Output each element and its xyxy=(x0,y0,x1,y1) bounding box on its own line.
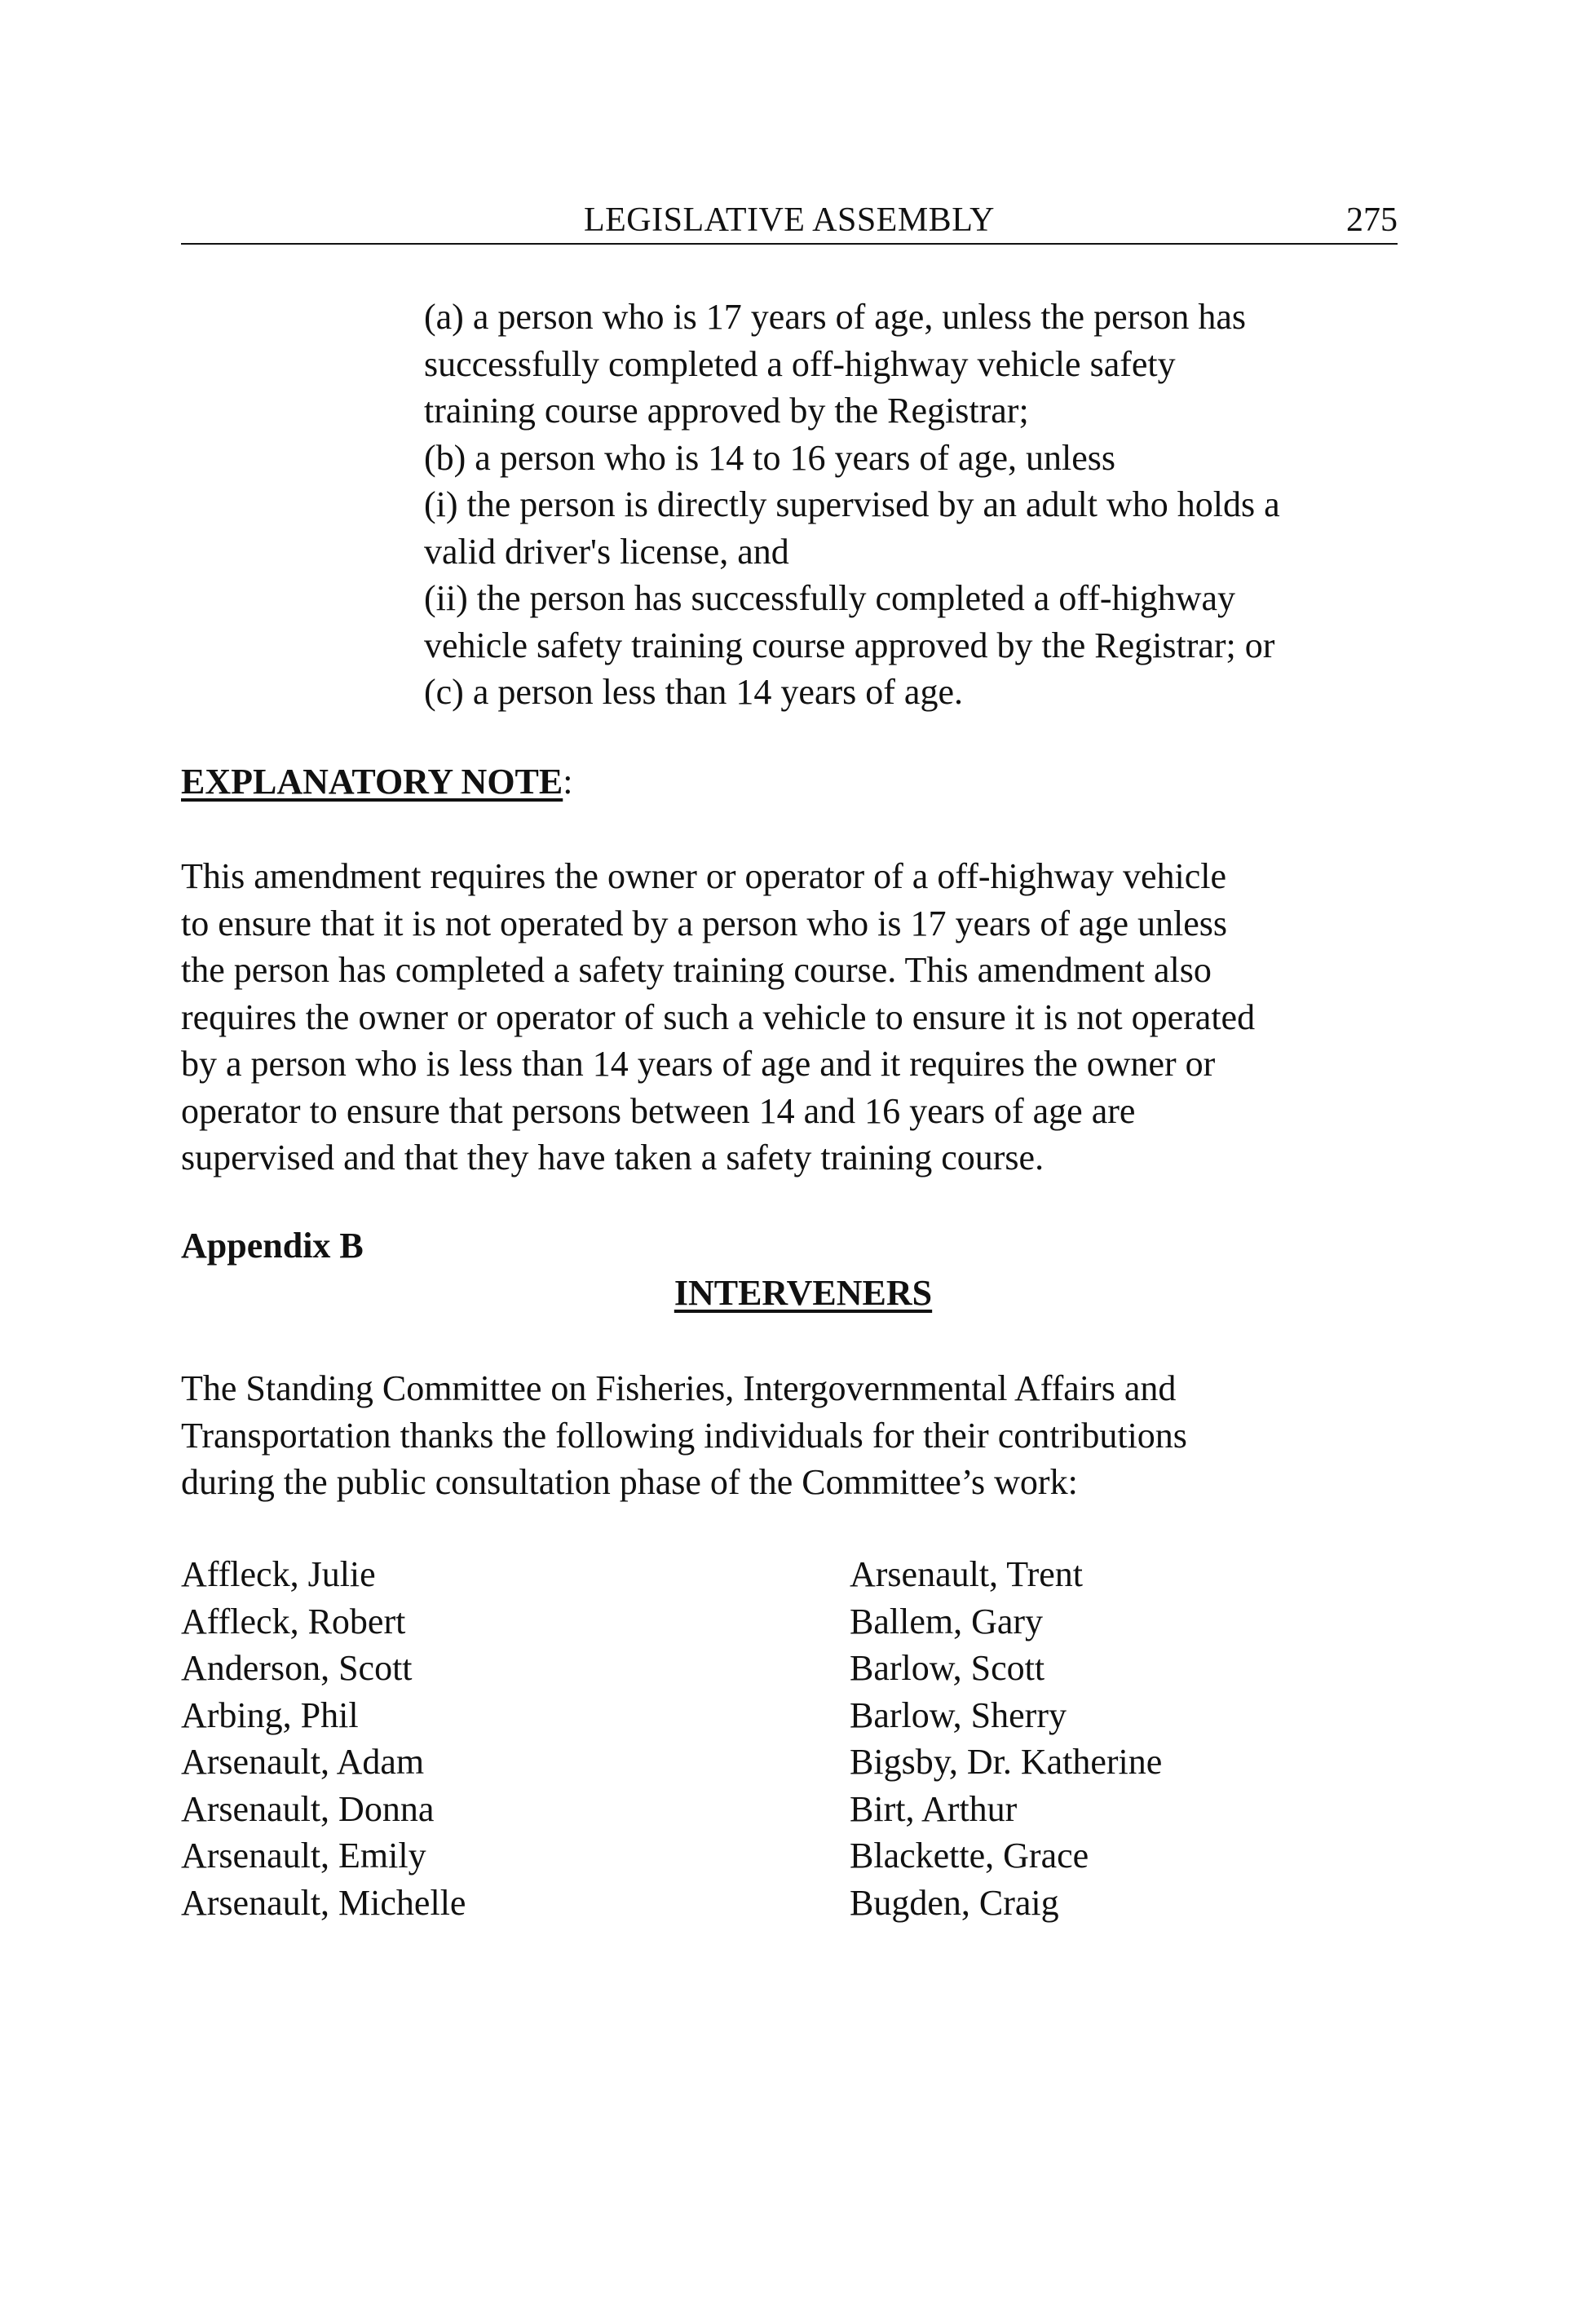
names-column-right xyxy=(850,1551,1162,1926)
interveners-title: INTERVENERS xyxy=(674,1273,933,1313)
amendment-clauses xyxy=(424,294,1402,716)
note-line: the person has completed a safety training course. This amendment also xyxy=(181,950,1212,990)
amendment-line: (ii) the person has successfully completed a off-highway xyxy=(424,578,1236,618)
intervener-name: Barlow, Sherry xyxy=(850,1694,1067,1735)
explanatory-note-heading xyxy=(181,761,573,802)
page-number: 275 xyxy=(1346,201,1398,239)
note-line: requires the owner or operator of such a vehicle to ensure it is not operated xyxy=(181,996,1256,1037)
header-title: LEGISLATIVE ASSEMBLY xyxy=(584,201,995,239)
amendment-line: valid driver's license, and xyxy=(424,531,789,572)
intervener-name: Arsenault, Donna xyxy=(181,1788,435,1829)
intro-line: The Standing Committee on Fisheries, Intergovernmental Affairs and xyxy=(181,1368,1177,1408)
intervener-name: Bugden, Craig xyxy=(850,1882,1059,1923)
explanatory-note-title: EXPLANATORY NOTE xyxy=(181,762,563,802)
note-line: to ensure that it is not operated by a person who is 17 years of age unless xyxy=(181,903,1228,943)
names-column-left xyxy=(181,1551,466,1926)
intervener-name: Anderson, Scott xyxy=(181,1648,413,1688)
intervener-name: Arbing, Phil xyxy=(181,1694,359,1735)
intervener-name: Affleck, Julie xyxy=(181,1554,376,1594)
amendment-line: vehicle safety training course approved by the Registrar; or xyxy=(424,625,1275,665)
amendment-line: successfully completed a off-highway vehicle safety xyxy=(424,343,1176,384)
intro-line: during the public consultation phase of the Committee’s work: xyxy=(181,1462,1078,1502)
heading-colon: : xyxy=(563,762,573,802)
note-line: This amendment requires the owner or operator of a off-highway vehicle xyxy=(181,856,1227,896)
intervener-name: Ballem, Gary xyxy=(850,1601,1044,1641)
interveners-intro xyxy=(181,1365,1404,1506)
intervener-name: Blackette, Grace xyxy=(850,1836,1089,1876)
note-line: supervised and that they have taken a safety training course. xyxy=(181,1138,1045,1177)
intro-line: Transportation thanks the following individuals for their contributions xyxy=(181,1415,1187,1456)
amendment-line: (c) a person less than 14 years of age. xyxy=(424,672,963,712)
intervener-name: Birt, Arthur xyxy=(850,1788,1018,1829)
intervener-name: Affleck, Robert xyxy=(181,1601,406,1641)
intervener-name: Arsenault, Emily xyxy=(181,1836,426,1876)
amendment-line: (i) the person is directly supervised by an adult who holds a xyxy=(424,484,1280,524)
intervener-name: Bigsby, Dr. Katherine xyxy=(850,1742,1163,1782)
amendment-line: training course approved by the Registrar; xyxy=(424,391,1029,431)
interveners-heading xyxy=(0,1272,1590,1314)
amendment-line: (b) a person who is 14 to 16 years of age, unless xyxy=(424,437,1116,478)
note-line: operator to ensure that persons between 14 and 16 years of age are xyxy=(181,1090,1136,1131)
page-header xyxy=(181,199,1398,245)
appendix-label: Appendix B xyxy=(181,1226,364,1266)
intervener-name: Arsenault, Adam xyxy=(181,1742,425,1782)
intervener-name: Arsenault, Michelle xyxy=(181,1882,466,1923)
intervener-name: Barlow, Scott xyxy=(850,1648,1045,1688)
note-line: by a person who is less than 14 years of age and it requires the owner or xyxy=(181,1044,1216,1084)
intervener-name: Arsenault, Trent xyxy=(850,1554,1083,1594)
amendment-line: (a) a person who is 17 years of age, unless the person has xyxy=(424,297,1247,337)
explanatory-note-body xyxy=(181,853,1404,1182)
